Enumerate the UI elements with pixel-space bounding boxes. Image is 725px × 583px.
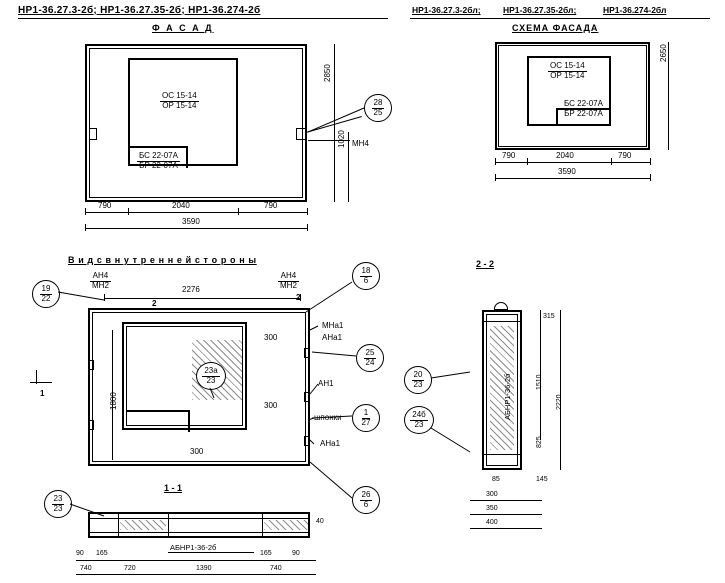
section-1-1-dim-40: 40 <box>316 518 324 525</box>
inner-callout-19: 19 <box>41 284 51 294</box>
section-2-2-callout-23b: 23 <box>414 419 424 429</box>
section-2-2-dim-85: 85 <box>492 476 500 483</box>
section-1-1-dim-165-right: 165 <box>260 550 272 557</box>
section-1-1-dim-1390: 1390 <box>196 565 212 572</box>
section-2-2-dim-350: 350 <box>486 505 498 512</box>
section-2-2-bottom-cap <box>482 454 522 470</box>
inner-callout-1: 1 <box>363 408 369 418</box>
facade-title: Ф А С А Д <box>152 23 214 33</box>
section-2-2-title: 2 - 2 <box>476 259 495 269</box>
header-left-title: НР1-36.27.3-2б; НР1-36.27.35-2б; НР1-36.274-2б <box>18 5 261 16</box>
inner-callout-18: 18 <box>361 266 371 276</box>
facade-callout-25: 25 <box>373 107 383 117</box>
section-1-1-line-1 <box>88 518 310 519</box>
section-2-2-dim-400: 400 <box>486 519 498 526</box>
header-right-title-1: НР1-36.27.3-2бл; <box>412 5 481 15</box>
inner-section-arrow-label: 1 <box>40 389 45 398</box>
facade-dim-2850: 2850 <box>323 64 332 82</box>
section-2-2-dimline-300 <box>470 500 542 501</box>
header-right-title-3: НР1-36.274-2бл <box>603 5 667 15</box>
inner-callout-24: 24 <box>365 357 375 367</box>
section-1-1-hatch-right <box>264 520 308 530</box>
inner-callout-25: 25 <box>365 348 375 358</box>
facade-callout-28: 28 <box>373 98 383 108</box>
facade-dim-790-right: 790 <box>264 201 278 210</box>
inner-label-left-bottom-text: МН2 <box>92 280 109 290</box>
section-2-2-callout-24b-23[interactable] <box>404 406 434 434</box>
section-2-2-dimline-400 <box>470 528 542 529</box>
inner-label-right-top-text: АН4 <box>278 272 299 282</box>
scheme-dim-790-right: 790 <box>618 151 632 160</box>
header-right-title-2: НР1-36.27.35-2бл; <box>503 5 577 15</box>
inner-dim-2276: 2276 <box>182 285 200 294</box>
inner-dim-300-2: 300 <box>264 401 278 410</box>
scheme-dim-3590: 3590 <box>558 167 576 176</box>
section-1-1-dim-740-left: 740 <box>80 565 92 572</box>
section-1-1-div-3 <box>262 512 263 538</box>
section-2-2-top-cap <box>482 310 522 322</box>
inner-dim-1800: 1800 <box>109 392 118 410</box>
inner-label-right-bottom-text: МН2 <box>280 280 297 290</box>
section-1-1-div-1 <box>118 512 119 538</box>
facade-dim-3590: 3590 <box>182 217 200 226</box>
inner-leader-shponki: шпонки <box>314 413 342 422</box>
inner-dim-300-3: 300 <box>190 447 204 456</box>
inner-view-title: В и д с в н у т р е н н е й с т о р о н ы <box>68 255 257 265</box>
inner-callout-26: 26 <box>361 490 371 500</box>
facade-mark-oc-top: ОС 15-14 <box>162 91 197 100</box>
scheme-mark-oc-bottom: ОР 15-14 <box>550 70 585 80</box>
scheme-mark-bc-bottom: БР 22-07А <box>564 108 603 118</box>
section-2-2-callout-20-23[interactable] <box>404 366 432 394</box>
section-1-1-dimline-2 <box>76 574 316 575</box>
inner-callout-22: 22 <box>41 293 51 303</box>
scheme-dim-2040: 2040 <box>556 151 574 160</box>
section-1-1-hatch-left <box>120 520 166 530</box>
section-2-2-callout-24b: 24б <box>412 410 426 420</box>
section-1-1-panel-label: АБНР1-36-2б <box>170 543 217 552</box>
section-2-2-vertical-label: АБНР1-36-2б <box>503 373 512 420</box>
inner-callout-23a: 23а <box>204 366 218 376</box>
inner-section-mark-right: 2 <box>296 293 301 302</box>
inner-section-mark-left: 2 <box>152 299 157 308</box>
facade-mark-bc-top: БС 22-07А <box>139 151 178 160</box>
facade-label-mn4: МН4 <box>352 139 369 148</box>
section-2-2-dim-300: 300 <box>486 491 498 498</box>
scheme-mark-oc-top: ОС 15-14 <box>550 61 585 70</box>
section-2-2-dim-825: 825 <box>536 436 543 448</box>
section-1-1-dim-90-left: 90 <box>76 550 84 557</box>
inner-callout-23-top: 23 <box>53 494 63 504</box>
inner-callout-6: 6 <box>363 499 369 509</box>
section-2-2-dimline-2220 <box>560 310 561 470</box>
inner-dim-300-1: 300 <box>264 333 278 342</box>
scheme-title: СХЕМА ФАСАДА <box>512 23 599 33</box>
scheme-mark-bc-top: БС 22-07А <box>564 99 603 108</box>
section-1-1-title: 1 - 1 <box>164 483 183 493</box>
inner-callout-23: 23 <box>206 375 216 385</box>
section-1-1-dimline-1 <box>76 560 316 561</box>
inner-callout-23-bottom: 23 <box>53 503 63 513</box>
scheme-dim-2650: 2650 <box>659 44 668 62</box>
section-1-1-dim-740-right: 740 <box>270 565 282 572</box>
section-1-1-div-2 <box>168 512 169 538</box>
section-2-2-callout-20: 20 <box>413 370 423 380</box>
section-2-2-dimline-315 <box>540 310 541 330</box>
inner-leader-ana1-2: АНа1 <box>320 439 341 448</box>
section-1-1-dim-165-left: 165 <box>96 550 108 557</box>
section-2-2-dimline-350 <box>470 514 542 515</box>
section-1-1-dim-720: 720 <box>124 565 136 572</box>
section-1-1-line-2 <box>88 532 310 533</box>
inner-leader-mna1: МНа1 <box>322 321 344 330</box>
facade-dim-790-left: 790 <box>98 201 112 210</box>
section-1-1-dim-90-right: 90 <box>292 550 300 557</box>
inner-leader-an1: АН1 <box>318 379 334 388</box>
inner-callout-27: 27 <box>361 417 371 427</box>
section-2-2-dim-315: 315 <box>543 313 555 320</box>
inner-callout-6: 6 <box>363 275 369 285</box>
section-2-2-dim-145: 145 <box>536 476 548 483</box>
section-2-2-dim-1510: 1510 <box>536 374 543 390</box>
facade-mark-oc-bottom: ОР 15-14 <box>162 100 197 110</box>
scheme-dim-790-left: 790 <box>502 151 516 160</box>
facade-mark-bc-bottom: БР 22-07А <box>139 160 178 170</box>
section-2-2-callout-23: 23 <box>413 379 423 389</box>
inner-label-left-top-text: АН4 <box>90 272 111 282</box>
section-2-2-lifting-loop <box>494 302 508 310</box>
facade-dim-2040: 2040 <box>172 201 190 210</box>
section-2-2-dim-2220: 2220 <box>556 394 563 410</box>
section-1-1-label-rule <box>168 552 254 553</box>
inner-leader-ana1: АНа1 <box>322 333 343 342</box>
